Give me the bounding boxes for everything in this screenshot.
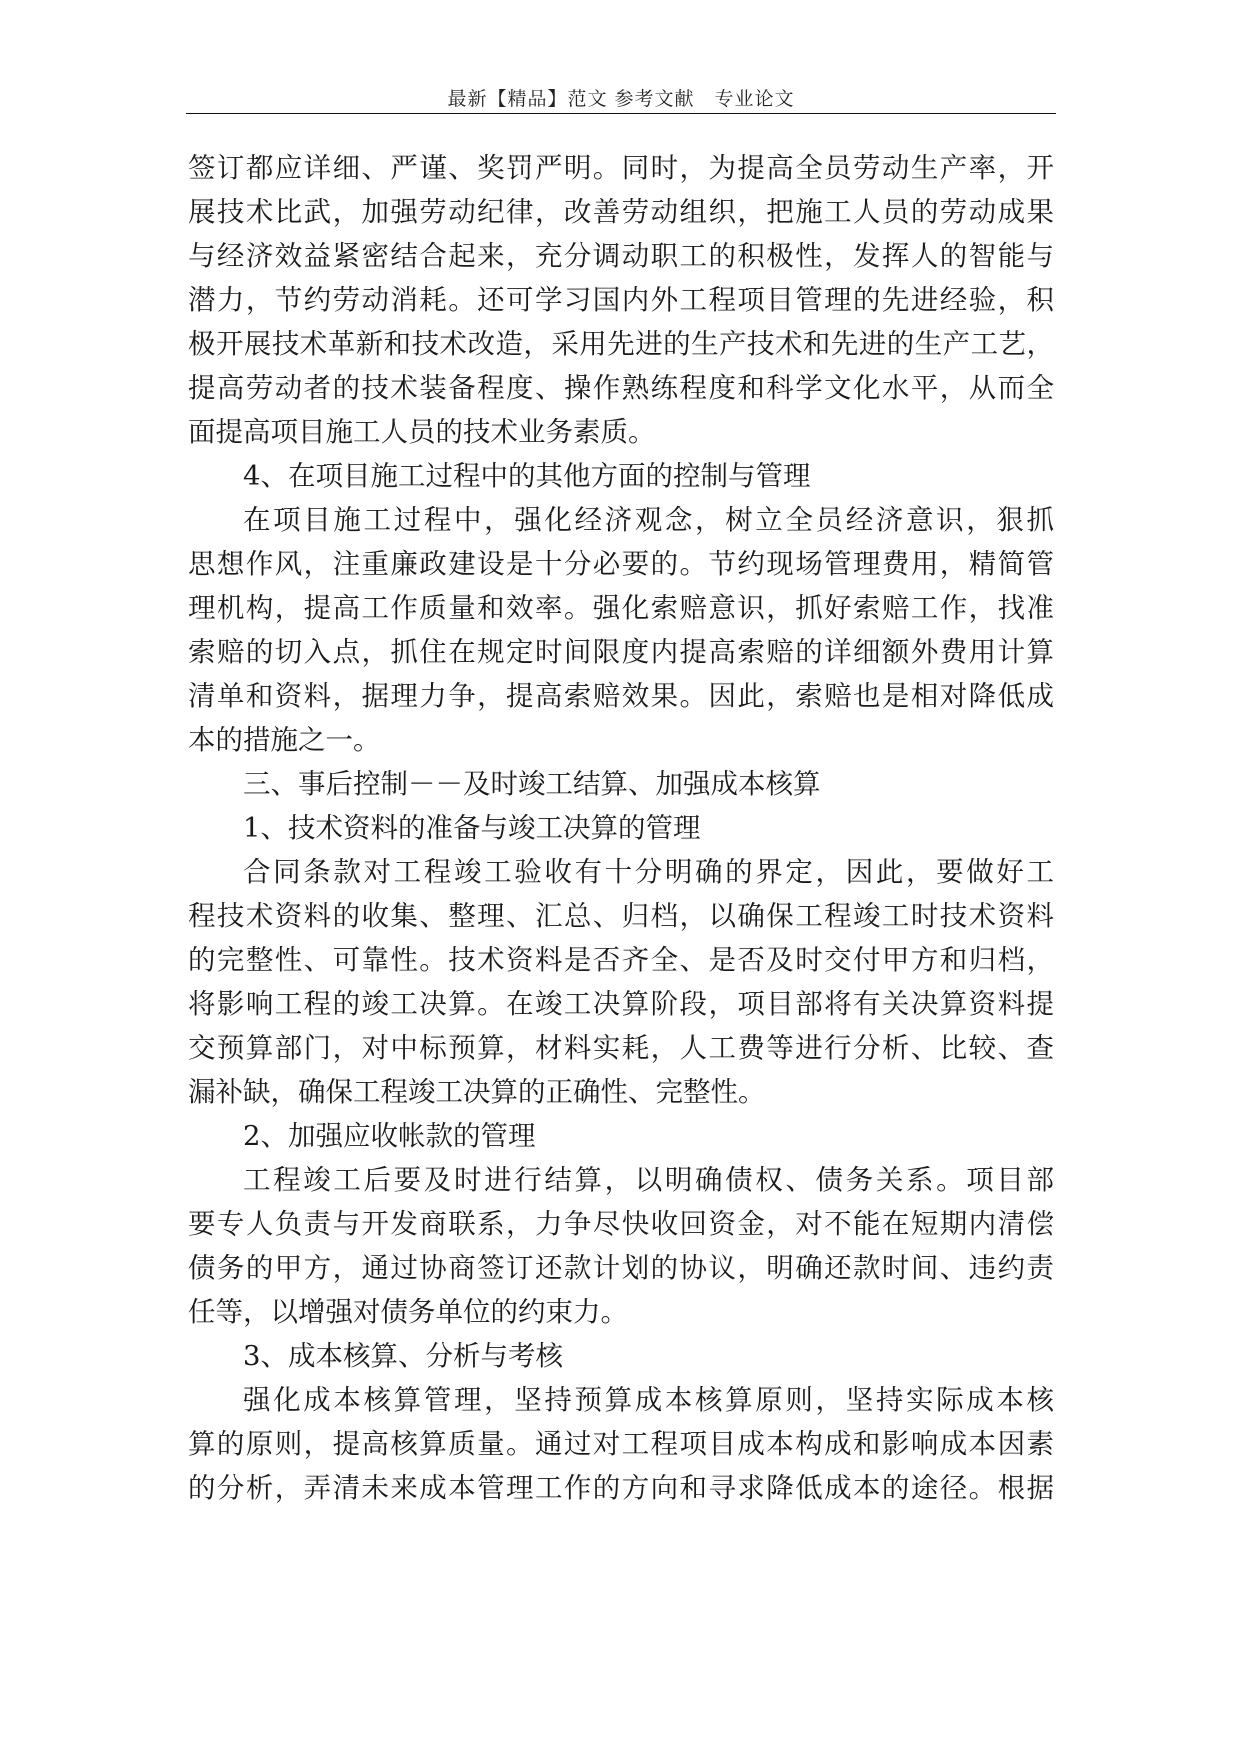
text-line: 签订都应详细、严谨、奖罚严明。同时，为提高全员劳动生产率，开 xyxy=(188,152,1054,184)
text-line: 面提高项目施工人员的技术业务素质。 xyxy=(188,416,656,448)
text-line: 与经济效益紧密结合起来，充分调动职工的积极性，发挥人的智能与 xyxy=(188,240,1054,272)
text-line: 的完整性、可靠性。技术资料是否齐全、是否及时交付甲方和归档， xyxy=(188,944,1054,976)
text-line: 展技术比武，加强劳动纪律，改善劳动组织，把施工人员的劳动成果 xyxy=(188,196,1054,228)
text-line: 债务的甲方，通过协商签订还款计划的协议，明确还款时间、违约责 xyxy=(188,1252,1054,1284)
text-line: 的分析，弄清未来成本管理工作的方向和寻求降低成本的途径。根据 xyxy=(188,1472,1054,1504)
text-line: 漏补缺，确保工程竣工决算的正确性、完整性。 xyxy=(188,1076,766,1108)
text-line: 在项目施工过程中，强化经济观念，树立全员经济意识，狠抓 xyxy=(243,504,1054,536)
text-line: 任等，以增强对债务单位的约束力。 xyxy=(188,1296,628,1328)
text-line: 要专人负责与开发商联系，力争尽快收回资金，对不能在短期内清偿 xyxy=(188,1208,1054,1240)
text-line: 三、事后控制－－及时竣工结算、加强成本核算 xyxy=(243,768,821,800)
text-line: 程技术资料的收集、整理、汇总、归档，以确保工程竣工时技术资料 xyxy=(188,900,1054,932)
text-line: 清单和资料，据理力争，提高索赔效果。因此，索赔也是相对降低成 xyxy=(188,680,1054,712)
text-line: 交预算部门，对中标预算，材料实耗，人工费等进行分析、比较、查 xyxy=(188,1032,1054,1064)
text-line: 索赔的切入点，抓住在规定时间限度内提高索赔的详细额外费用计算 xyxy=(188,636,1054,668)
text-line: 合同条款对工程竣工验收有十分明确的界定，因此，要做好工 xyxy=(243,856,1054,888)
text-line: 思想作风，注重廉政建设是十分必要的。节约现场管理费用，精简管 xyxy=(188,548,1054,580)
text-line: 2、加强应收帐款的管理 xyxy=(243,1120,536,1152)
text-line: 理机构，提高工作质量和效率。强化索赔意识，抓好索赔工作，找准 xyxy=(188,592,1054,624)
header-divider xyxy=(186,113,1056,114)
text-line: 潜力，节约劳动消耗。还可学习国内外工程项目管理的先进经验，积 xyxy=(188,284,1054,316)
text-line: 将影响工程的竣工决算。在竣工决算阶段，项目部将有关决算资料提 xyxy=(188,988,1054,1020)
text-line: 工程竣工后要及时进行结算，以明确债权、债务关系。项目部 xyxy=(243,1164,1054,1196)
text-line: 强化成本核算管理，坚持预算成本核算原则，坚持实际成本核 xyxy=(243,1384,1054,1416)
text-line: 1、技术资料的准备与竣工决算的管理 xyxy=(243,812,701,844)
text-line: 提高劳动者的技术装备程度、操作熟练程度和科学文化水平，从而全 xyxy=(188,372,1054,404)
text-line: 3、成本核算、分析与考核 xyxy=(243,1340,563,1372)
text-line: 极开展技术革新和技术改造，采用先进的生产技术和先进的生产工艺， xyxy=(188,328,1054,360)
document-body xyxy=(188,146,1054,1510)
page-header: 最新【精品】范文 参考文献 专业论文 xyxy=(447,88,795,110)
text-line: 算的原则，提高核算质量。通过对工程项目成本构成和影响成本因素 xyxy=(188,1428,1054,1460)
text-line: 本的措施之一。 xyxy=(188,724,381,756)
text-line: 4、在项目施工过程中的其他方面的控制与管理 xyxy=(243,460,811,492)
